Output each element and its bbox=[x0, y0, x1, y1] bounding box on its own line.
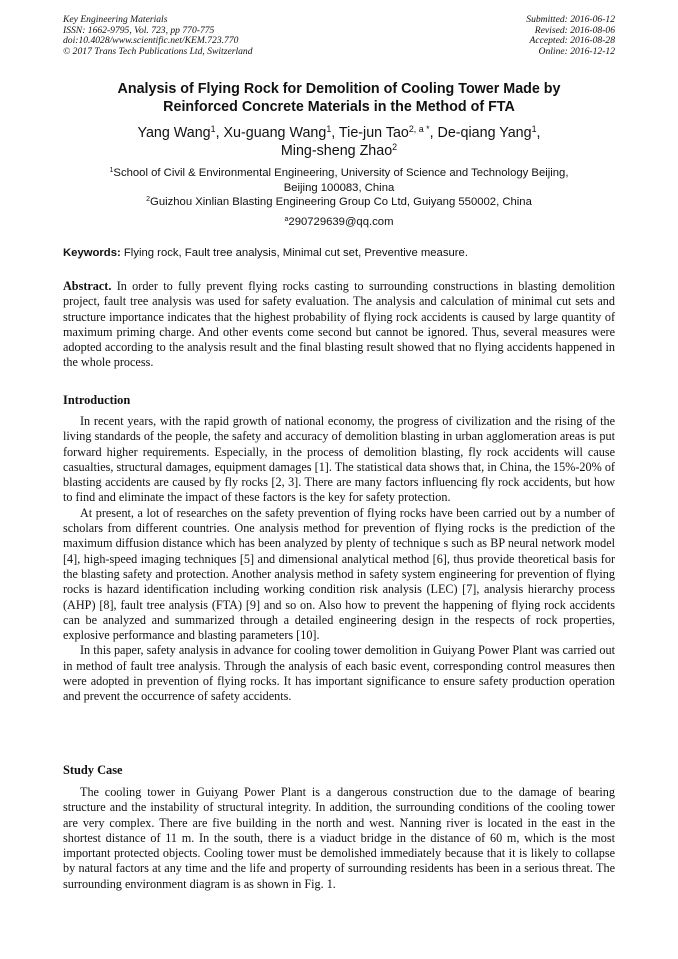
study-case-body bbox=[63, 785, 615, 892]
author-line-1 bbox=[63, 124, 615, 142]
author-name: , Tie-jun Tao bbox=[331, 125, 409, 141]
affiliation-1-cont: Beijing 100083, China bbox=[283, 181, 395, 194]
issn-line: ISSN: 1662-9795, Vol. 723, pp 770-775 bbox=[63, 24, 215, 36]
keywords-label: Keywords: bbox=[63, 247, 121, 259]
email-text: 290729639@qq.com bbox=[288, 215, 394, 228]
author-separator: , bbox=[536, 125, 541, 141]
affiliation-2 bbox=[63, 195, 615, 210]
author-affil-mark: 2 bbox=[392, 142, 398, 153]
online-date: Online: 2016-12-12 bbox=[538, 45, 615, 57]
abstract-text: In order to fully prevent flying rocks casting to surrounding constructions in blasting demolition project, fault tree analysis was used for safety evaluation. The analysis and calculation of minimal cut sets and structure importance indicates that the highest probability of flying rock accidents is caused by large quantity of maximum priming charge. And other events come second but cannot be ignored. Thus, several measures were adopted according to the analysis result and the final blasting result showed that no flying accidents happened in the whole process. bbox=[63, 279, 615, 370]
publication-dates bbox=[526, 15, 615, 57]
paper-title bbox=[63, 80, 615, 116]
affil-mark: 2 bbox=[146, 196, 151, 204]
author-affil-mark: 2, a * bbox=[408, 124, 430, 135]
submitted-date: Submitted: 2016-06-12 bbox=[526, 14, 615, 25]
journal-name: Key Engineering Materials bbox=[63, 14, 168, 25]
paragraph: In this paper, safety analysis in advance for cooling tower demolition in Guiyang Power Plant was carried out in method of fault tree analysis. Through the analysis of each basic event, corresponding control measures then were adopted in prevention of flying rocks. It has important significance to ensure safety production operation and prevent the occurrence of safety accidents. bbox=[63, 643, 615, 704]
section-heading-introduction: Introduction bbox=[63, 393, 131, 407]
affiliation-1 bbox=[63, 166, 615, 181]
author-name: , De-qiang Yang bbox=[429, 125, 532, 141]
author-affil-mark: 1 bbox=[210, 124, 216, 135]
title-line-2: Reinforced Concrete Materials in the Method of FTA bbox=[163, 99, 515, 115]
author-affil-mark: 1 bbox=[531, 124, 537, 135]
abstract bbox=[63, 279, 615, 371]
journal-info bbox=[63, 15, 253, 57]
introduction-body bbox=[63, 414, 615, 705]
section-heading-study-case: Study Case bbox=[63, 763, 123, 777]
paragraph: At present, a lot of researches on the safety prevention of flying rocks have been carried out by a number of scholars from different countries. One analysis method for prevention of flying rocks is the prediction of the maximum diffusion distance which has been analyzed by plenty of technique s such as BP neural network model [4], high-speed imaging techniques [5] and dimensional analytical method [6], thus provide theoretical basis for the blasting safety and protection. Another analysis method in safety system engineering for prevention of flying rocks is hazard identification including working condition risk analysis (LEC) [7], analysis hierarchy process (AHP) [8], fault tree analysis (FTA) [9] and so on. Also how to prevent the happening of flying rock accidents can be analyzed and summarized through a detailed engineering design in the respects of rock properties, explosive performance and blasting parameters [10]. bbox=[63, 505, 615, 643]
author-name: Ming-sheng Zhao bbox=[280, 143, 393, 159]
abstract-label: Abstract. bbox=[63, 279, 112, 293]
author-line-2 bbox=[63, 142, 615, 160]
copyright-line: © 2017 Trans Tech Publications Ltd, Switzerland bbox=[63, 45, 253, 57]
affiliations bbox=[63, 166, 615, 229]
affil-text: School of Civil & Environmental Engineering, University of Science and Technology Beijing, bbox=[113, 167, 569, 179]
author-name: Yang Wang bbox=[137, 125, 211, 141]
title-line-1: Analysis of Flying Rock for Demolition of Cooling Tower Made by bbox=[117, 81, 561, 97]
affil-mark: 1 bbox=[109, 167, 114, 175]
revised-date: Revised: 2016-08-06 bbox=[534, 24, 615, 36]
author-name: , Xu-guang Wang bbox=[215, 125, 327, 141]
doi-line: doi:10.4028/www.scientific.net/KEM.723.770 bbox=[63, 35, 239, 47]
corresponding-email bbox=[63, 215, 615, 230]
email-mark: a bbox=[284, 215, 289, 223]
paragraph: The cooling tower in Guiyang Power Plant is a dangerous construction due to the damage of bearing structure and the instability of structural integrity. In addition, the surrounding conditions of the cooling tower are very complex. There are five building in the north and west. Nanning river is located in the east in the shortest distance of 11 m. In the south, there is a viaduct bridge in the distance of 60 m, which is the most important protected objects. Cooling tower must be demolished immediately because that it is likely to collapse by natural factors at any time and the life and property of surrounding residents has been in a serious threat. The surrounding environment diagram is as shown in Fig. 1. bbox=[63, 785, 615, 891]
author-list bbox=[63, 124, 615, 160]
affil-text: Guizhou Xinlian Blasting Engineering Group Co Ltd, Guiyang 550002, China bbox=[150, 196, 532, 208]
keywords bbox=[63, 246, 615, 260]
paragraph: In recent years, with the rapid growth of national economy, the progress of civilization and the rising of the living standards of the people, the safety and accuracy of demolition blasting in urban agglomeration areas is put forward higher requirements. Especially, in the process of demolition blasting, fly rock accidents will cause casualties, structural damages, equipment damages [1]. The statistical data shows that, in China, the 15%-20% of blasting accidents are caused by fly rocks [2, 3]. There are many factors influencing fly rock accidents, but how to find and eliminate the impact of these factors is the key for safety protection. bbox=[63, 414, 615, 505]
accepted-date: Accepted: 2016-08-28 bbox=[529, 35, 615, 47]
author-affil-mark: 1 bbox=[326, 124, 332, 135]
keywords-text: Flying rock, Fault tree analysis, Minimal cut set, Preventive measure. bbox=[120, 247, 468, 259]
